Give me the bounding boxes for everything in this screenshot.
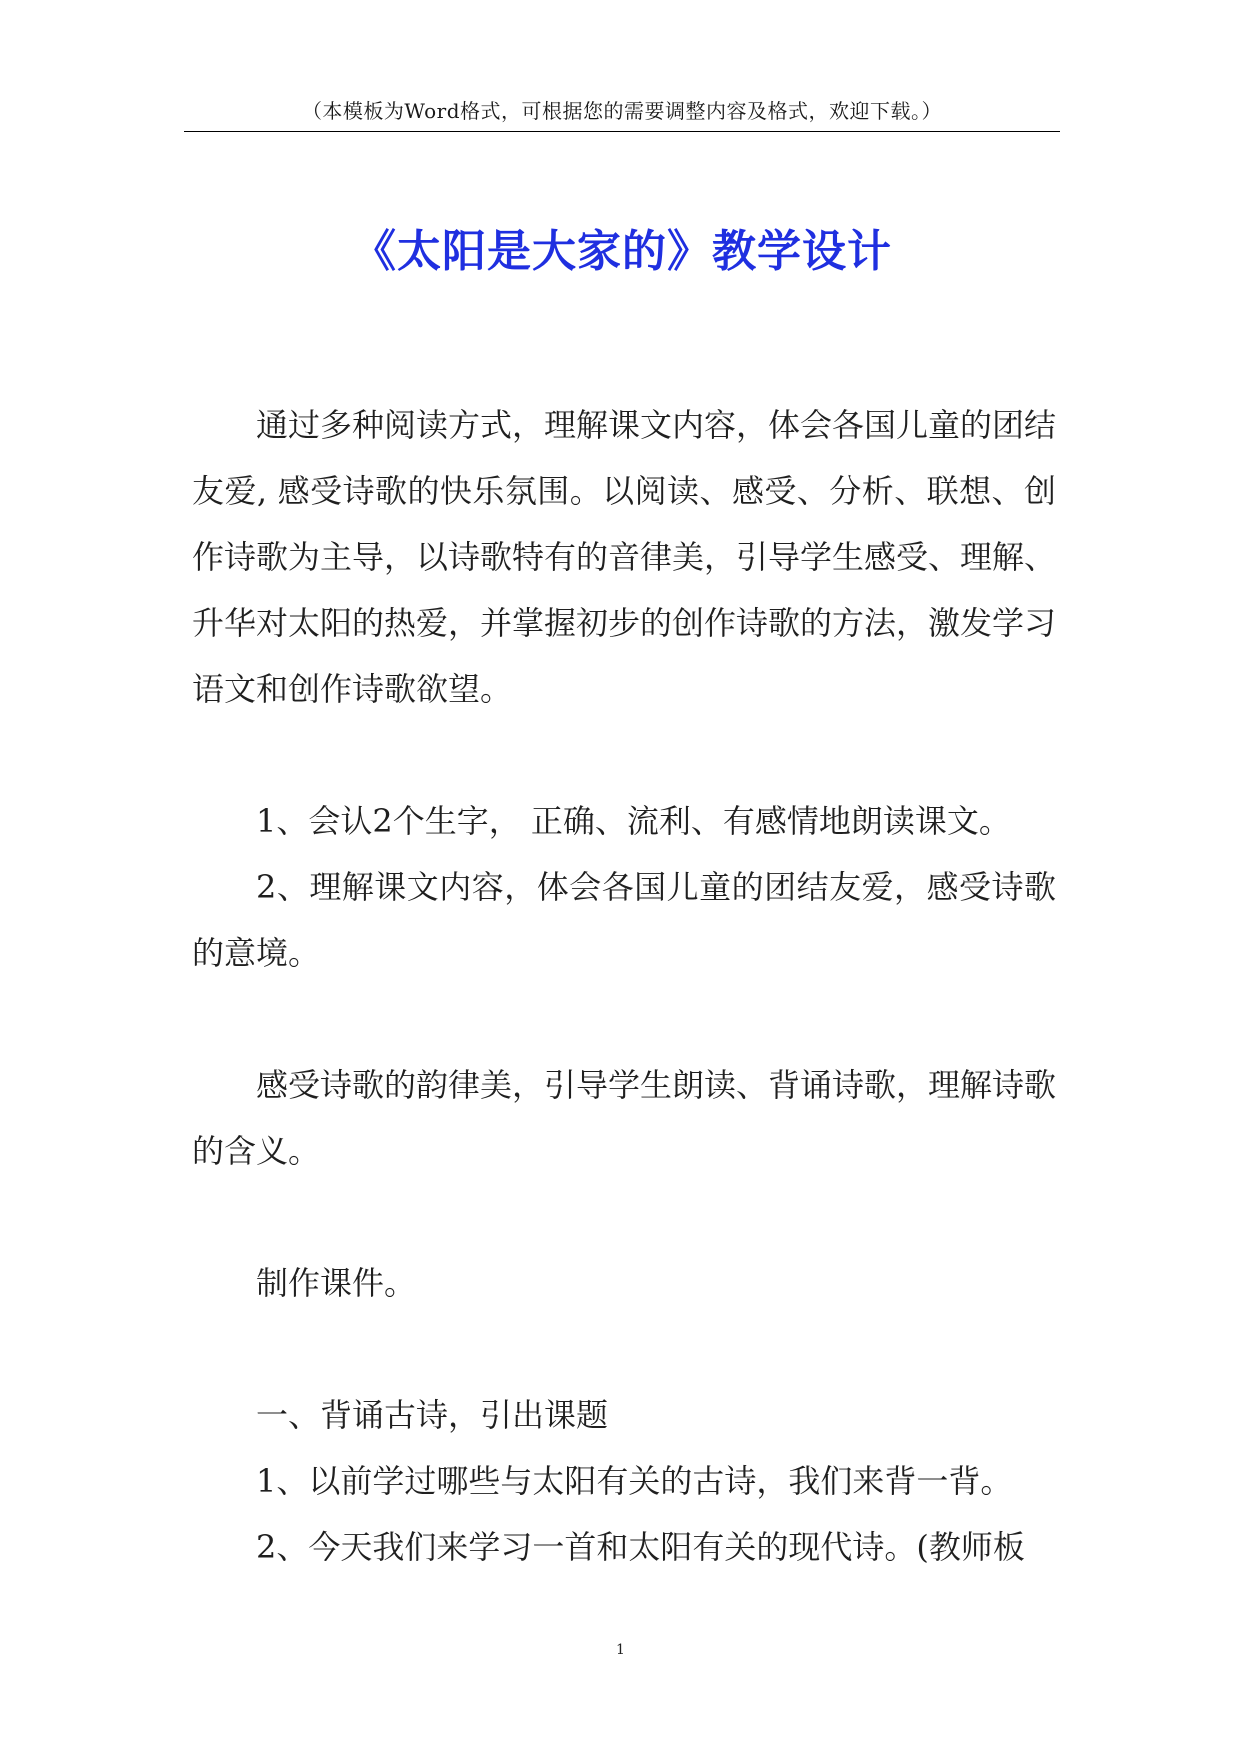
key-point-paragraph: 感受诗歌的韵律美，引导学生朗读、背诵诗歌，理解诗歌的含义。 bbox=[192, 1066, 1057, 1170]
paragraph-gap bbox=[192, 1316, 1056, 1382]
template-note: （本模板为Word格式，可根据您的需要调整内容及格式，欢迎下载。） bbox=[301, 99, 943, 123]
preparation-paragraph: 制作课件。 bbox=[256, 1264, 417, 1302]
paragraph-gap bbox=[192, 1184, 1056, 1250]
goal-item-2: 2、理解课文内容，体会各国儿童的团结友爱，感受诗歌的意境。 bbox=[192, 868, 1056, 972]
header-divider bbox=[184, 131, 1060, 132]
section-heading: 一、背诵古诗，引出课题 bbox=[256, 1396, 609, 1434]
goal-item-1: 1、会认2个生字， 正确、流利、有感情地朗读课文。 bbox=[256, 802, 1011, 840]
step-item-1: 1、以前学过哪些与太阳有关的古诗，我们来背一背。 bbox=[256, 1462, 1013, 1500]
document-title: 《太阳是大家的》教学设计 bbox=[352, 226, 892, 277]
step-item-2: 2、今天我们来学习一首和太阳有关的现代诗。(教师板 bbox=[256, 1528, 1025, 1566]
document-body bbox=[192, 392, 1056, 1580]
paragraph-gap bbox=[192, 986, 1056, 1052]
page-number: 1 bbox=[616, 1642, 625, 1658]
objective-paragraph: 通过多种阅读方式，理解课文内容，体会各国儿童的团结友爱, 感受诗歌的快乐氛围。以阅读、感受、分析、联想、创作诗歌为主导，以诗歌特有的音律美，引导学生感受、理解、升华对太阳的热爱，并掌握初步的创作诗歌的方法，激发学习语文和创作诗歌欲望。 bbox=[192, 406, 1057, 708]
paragraph-gap bbox=[192, 722, 1056, 788]
